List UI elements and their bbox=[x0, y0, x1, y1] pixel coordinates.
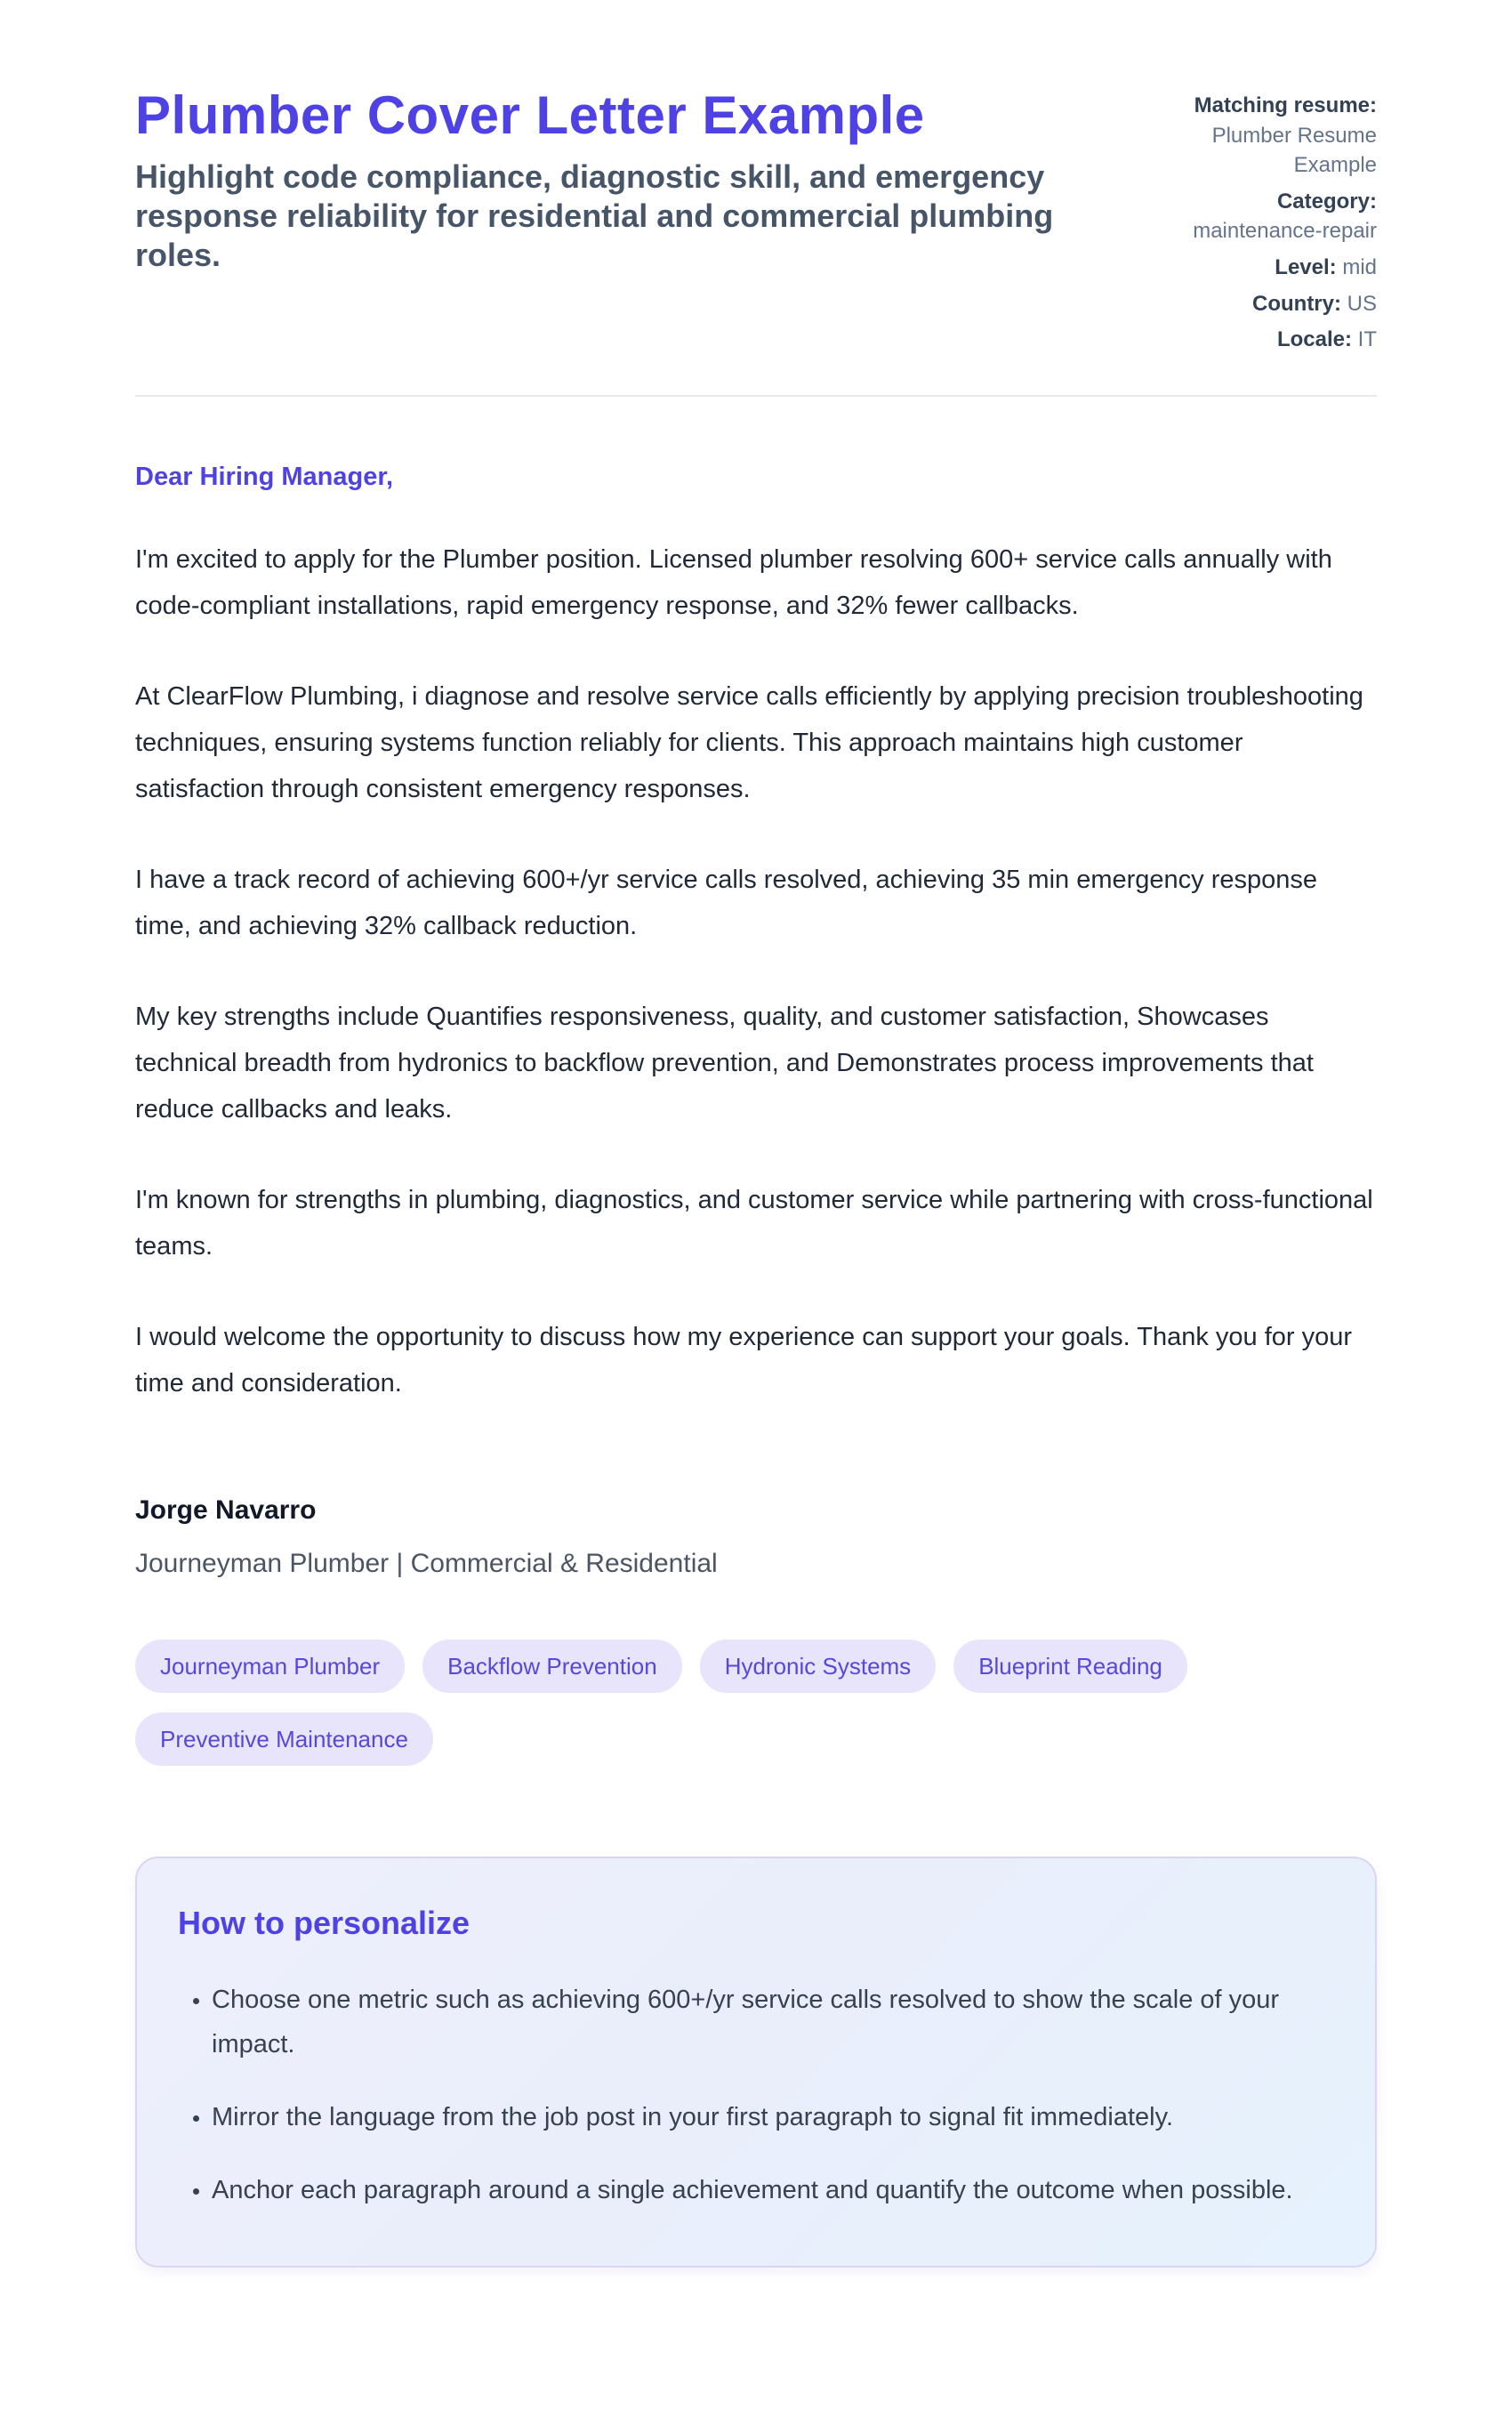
meta-panel bbox=[1170, 85, 1377, 361]
meta-label: Level: bbox=[1275, 254, 1337, 279]
page-subtitle: Highlight code compliance, diagnostic skill, and emergency response reliability for residential and commercial plumbing roles. bbox=[135, 158, 1054, 273]
meta-value: mid bbox=[1342, 254, 1377, 279]
skill-tag: Blueprint Reading bbox=[953, 1639, 1187, 1693]
tip-item: • Mirror the language from the job post in your first paragraph to signal fit immediately. bbox=[212, 2095, 1325, 2139]
signature-role: Journeyman Plumber | Commercial & Residential bbox=[135, 1548, 718, 1578]
tip-item: • Anchor each paragraph around a single achievement and quantify the outcome when possible. bbox=[212, 2168, 1325, 2212]
letter-paragraph: At ClearFlow Plumbing, i diagnose and resolve service calls efficiently by applying precision troubleshooting techniques, ensuring systems function reliably for clients. This approach maintains high customer satisfaction through consistent emergency responses. bbox=[135, 681, 1363, 803]
tips-list bbox=[178, 1978, 1325, 2212]
meta-item-locale bbox=[1170, 325, 1377, 355]
skill-tag: Backflow Prevention bbox=[422, 1639, 682, 1693]
tips-heading: How to personalize bbox=[178, 1904, 470, 1941]
skill-tag: Journeyman Plumber bbox=[135, 1639, 405, 1693]
meta-label: Locale: bbox=[1276, 327, 1352, 352]
meta-item-matching-resume bbox=[1170, 91, 1377, 181]
meta-item-country bbox=[1170, 289, 1377, 319]
letter-paragraph: I would welcome the opportunity to discuss how my experience can support your goals. Thank you for your time and consideration. bbox=[135, 1322, 1353, 1398]
meta-label: Country: bbox=[1252, 291, 1341, 316]
skill-tag: Preventive Maintenance bbox=[135, 1712, 433, 1766]
letter-paragraph: I'm excited to apply for the Plumber position. Licensed plumber resolving 600+ service calls annually with code-compliant installations, rapid emergency response, and 32% fewer callbacks. bbox=[135, 544, 1332, 620]
header bbox=[135, 85, 1377, 361]
page-title: Plumber Cover Letter Example bbox=[135, 85, 925, 145]
personalization-tips-box bbox=[135, 1857, 1377, 2268]
skill-tags bbox=[135, 1639, 1202, 1766]
greeting: Dear Hiring Manager, bbox=[135, 462, 394, 491]
meta-value: Plumber Resume Example bbox=[1211, 123, 1377, 178]
meta-value: IT bbox=[1357, 327, 1377, 352]
meta-item-level bbox=[1170, 253, 1377, 283]
meta-item-category bbox=[1170, 187, 1377, 246]
page bbox=[135, 0, 1377, 2348]
tip-item: • Choose one metric such as achieving 600+/yr service calls resolved to show the scale of your impact. bbox=[212, 1978, 1325, 2066]
meta-value: US bbox=[1347, 291, 1377, 316]
letter-paragraph: My key strengths include Quantifies responsiveness, quality, and customer satisfaction, Showcases technical breadth from hydronics to backflow prevention, and Demonstrates process improvements that reduce callbacks and leaks. bbox=[135, 1002, 1314, 1124]
letter-paragraph: I have a track record of achieving 600+/yr service calls resolved, achieving 35 min emergency response time, and achieving 32% callback reduction. bbox=[135, 865, 1318, 940]
cover-letter bbox=[135, 463, 1377, 2268]
signature-name: Jorge Navarro bbox=[135, 1494, 317, 1525]
divider bbox=[135, 395, 1377, 397]
skill-tag: Hydronic Systems bbox=[700, 1639, 937, 1693]
meta-label: Category: bbox=[1276, 189, 1377, 213]
meta-value: maintenance-repair bbox=[1193, 219, 1377, 244]
letter-paragraph: I'm known for strengths in plumbing, diagnostics, and customer service while partnering with cross-functional teams. bbox=[135, 1185, 1373, 1261]
meta-label: Matching resume: bbox=[1194, 93, 1377, 117]
header-left bbox=[135, 85, 1096, 275]
